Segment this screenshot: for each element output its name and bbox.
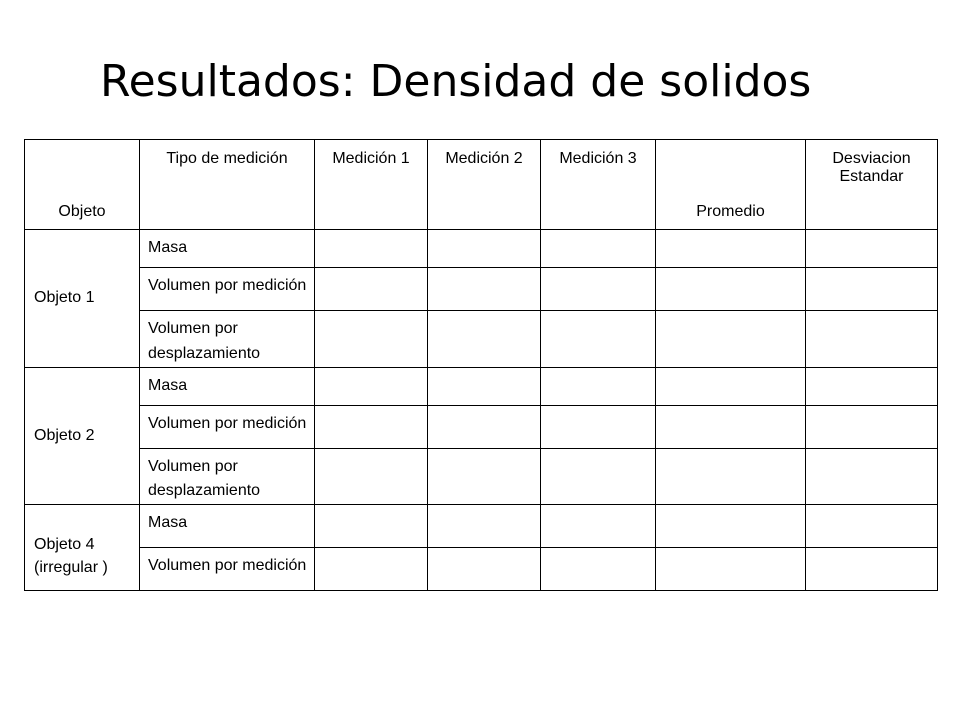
header-medicion-3: Medición 3 bbox=[541, 140, 656, 230]
promedio-cell[interactable] bbox=[656, 548, 806, 591]
measurement-type-cell: Volumen por medición bbox=[140, 268, 315, 311]
medicion-2-cell[interactable] bbox=[428, 548, 541, 591]
object-cell: Objeto 4 (irregular ) bbox=[25, 505, 140, 591]
medicion-1-cell[interactable] bbox=[315, 367, 428, 405]
object-cell: Objeto 1 bbox=[25, 230, 140, 368]
promedio-cell[interactable] bbox=[656, 405, 806, 448]
medicion-2-cell[interactable] bbox=[428, 230, 541, 268]
medicion-1-cell[interactable] bbox=[315, 230, 428, 268]
measurement-type-cell: Masa bbox=[140, 367, 315, 405]
promedio-cell[interactable] bbox=[656, 268, 806, 311]
measurement-type-cell: Volumen por medición bbox=[140, 548, 315, 591]
medicion-1-cell[interactable] bbox=[315, 505, 428, 548]
table-row bbox=[25, 230, 938, 268]
table-row bbox=[25, 448, 938, 505]
header-promedio: Promedio bbox=[656, 140, 806, 230]
medicion-2-cell[interactable] bbox=[428, 505, 541, 548]
medicion-3-cell[interactable] bbox=[541, 505, 656, 548]
desviacion-cell[interactable] bbox=[806, 230, 938, 268]
promedio-cell[interactable] bbox=[656, 448, 806, 505]
results-table bbox=[24, 139, 938, 591]
desviacion-cell[interactable] bbox=[806, 367, 938, 405]
table-row bbox=[25, 405, 938, 448]
desviacion-cell[interactable] bbox=[806, 311, 938, 368]
medicion-2-cell[interactable] bbox=[428, 311, 541, 368]
header-medicion-2: Medición 2 bbox=[428, 140, 541, 230]
medicion-1-cell[interactable] bbox=[315, 268, 428, 311]
desviacion-cell[interactable] bbox=[806, 448, 938, 505]
measurement-type-cell: Masa bbox=[140, 505, 315, 548]
promedio-cell[interactable] bbox=[656, 367, 806, 405]
slide-title: Resultados: Densidad de solidos bbox=[100, 56, 812, 107]
promedio-cell[interactable] bbox=[656, 311, 806, 368]
object-cell: Objeto 2 bbox=[25, 367, 140, 505]
measurement-type-cell: Volumen por desplazamiento bbox=[140, 448, 315, 505]
medicion-2-cell[interactable] bbox=[428, 268, 541, 311]
table-row bbox=[25, 548, 938, 591]
table-row bbox=[25, 367, 938, 405]
promedio-cell[interactable] bbox=[656, 230, 806, 268]
medicion-1-cell[interactable] bbox=[315, 448, 428, 505]
medicion-3-cell[interactable] bbox=[541, 367, 656, 405]
table-row bbox=[25, 268, 938, 311]
medicion-3-cell[interactable] bbox=[541, 230, 656, 268]
medicion-3-cell[interactable] bbox=[541, 311, 656, 368]
medicion-3-cell[interactable] bbox=[541, 405, 656, 448]
header-medicion-1: Medición 1 bbox=[315, 140, 428, 230]
header-desviacion-estandar: Desviacion Estandar bbox=[806, 140, 938, 230]
medicion-2-cell[interactable] bbox=[428, 448, 541, 505]
medicion-2-cell[interactable] bbox=[428, 367, 541, 405]
measurement-type-cell: Volumen por desplazamiento bbox=[140, 311, 315, 368]
medicion-3-cell[interactable] bbox=[541, 448, 656, 505]
measurement-type-cell: Volumen por medición bbox=[140, 405, 315, 448]
desviacion-cell[interactable] bbox=[806, 405, 938, 448]
medicion-2-cell[interactable] bbox=[428, 405, 541, 448]
header-row bbox=[25, 140, 938, 230]
medicion-3-cell[interactable] bbox=[541, 548, 656, 591]
header-objeto: Objeto bbox=[25, 140, 140, 230]
table-row bbox=[25, 311, 938, 368]
promedio-cell[interactable] bbox=[656, 505, 806, 548]
medicion-1-cell[interactable] bbox=[315, 405, 428, 448]
medicion-1-cell[interactable] bbox=[315, 311, 428, 368]
desviacion-cell[interactable] bbox=[806, 268, 938, 311]
table-row bbox=[25, 505, 938, 548]
header-tipo-de-medicion: Tipo de medición bbox=[140, 140, 315, 230]
desviacion-cell[interactable] bbox=[806, 548, 938, 591]
medicion-1-cell[interactable] bbox=[315, 548, 428, 591]
medicion-3-cell[interactable] bbox=[541, 268, 656, 311]
measurement-type-cell: Masa bbox=[140, 230, 315, 268]
desviacion-cell[interactable] bbox=[806, 505, 938, 548]
